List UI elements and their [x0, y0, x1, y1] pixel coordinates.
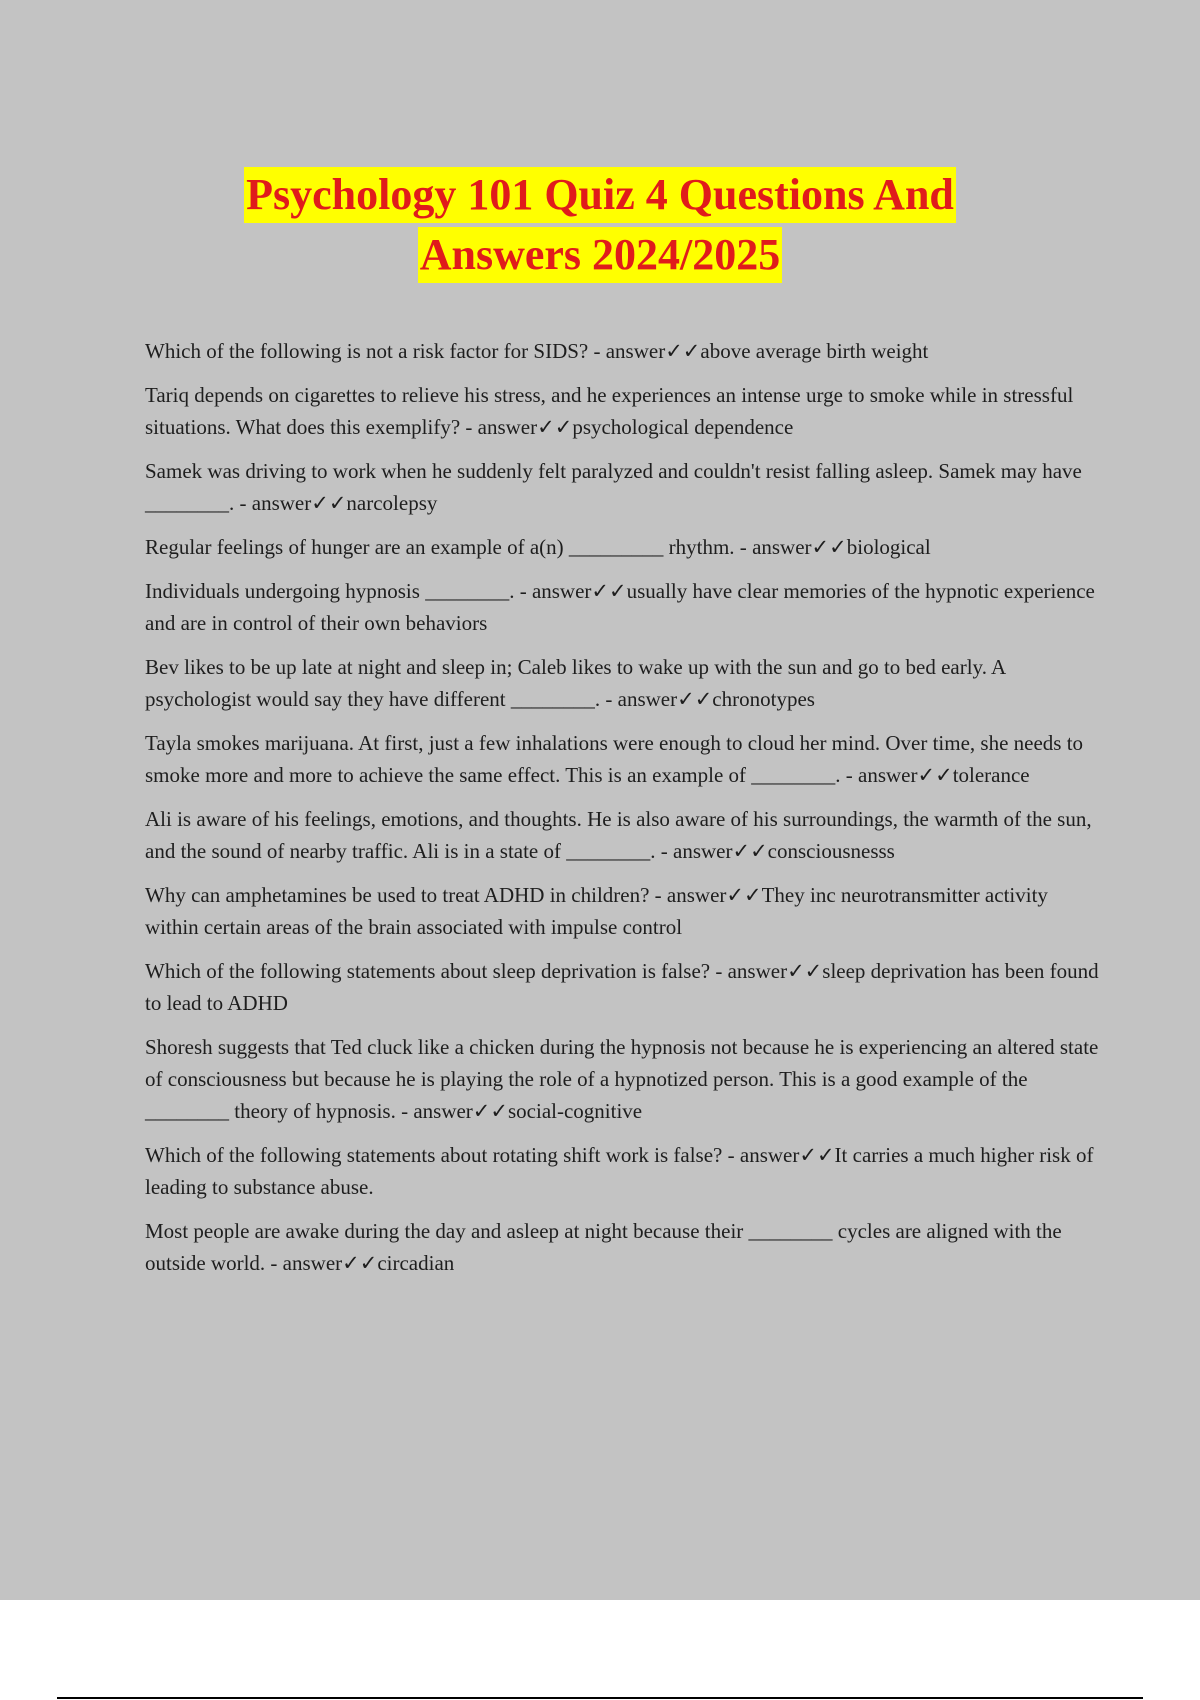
title-line-1: Psychology 101 Quiz 4 Questions And [244, 167, 956, 223]
answer-label: answer✓✓ [531, 579, 627, 603]
answer-text: chronotypes [712, 687, 815, 711]
answer-text: biological [846, 535, 931, 559]
question-text: Tariq depends on cigarettes to relieve his stress, and he experiences an intense urge to smoke while in stressful situations. What does this exemplify? - [145, 383, 1074, 439]
answer-text: It carries a much higher risk of leading to substance abuse. [145, 1143, 1094, 1199]
answer-text: sleep deprivation has been found to lead to ADHD [145, 959, 1099, 1015]
answer-text: above average birth weight [700, 339, 929, 363]
qa-item [145, 955, 1105, 1019]
question-text: Shoresh suggests that Ted cluck like a chicken during the hypnosis not because he is experiencing an altered state of consciousness but because he is playing the role of a hypnotized person. This is a good example of the ________ theory of hypnosis. - [145, 1035, 1099, 1123]
question-text: Which of the following statements about rotating shift work is false? - [145, 1143, 740, 1167]
answer-label: answer✓✓ [666, 883, 762, 907]
answer-label: answer✓✓ [752, 535, 847, 559]
qa-item [145, 727, 1105, 791]
question-text: Why can amphetamines be used to treat ADHD in children? - [145, 883, 667, 907]
qa-item [145, 1139, 1105, 1203]
question-text: Individuals undergoing hypnosis ________. - [145, 579, 532, 603]
question-text: Regular feelings of hunger are an example of a(n) _________ rhythm. - [145, 535, 753, 559]
answer-label: answer✓✓ [477, 415, 573, 439]
question-text: Ali is aware of his feelings, emotions, and thoughts. He is also aware of his surroundings, the warmth of the sun, and the sound of nearby traffic. Ali is in a state of ________. - [145, 807, 1092, 863]
question-text: Bev likes to be up late at night and sleep in; Caleb likes to wake up with the sun and go to bed early. A psychologist would say they have different ________. - [145, 655, 1006, 711]
question-text: Which of the following statements about sleep deprivation is false? - [145, 959, 728, 983]
answer-text: narcolepsy [346, 491, 438, 515]
question-text: Tayla smokes marijuana. At first, just a few inhalations were enough to cloud her mind. Over time, she needs to smoke more and more to achieve the same effect. This is an example of ________. - [145, 731, 1084, 787]
qa-item [145, 335, 1105, 367]
answer-label: answer✓✓ [251, 491, 347, 515]
qa-item [145, 803, 1105, 867]
qa-list [145, 335, 1105, 1291]
answer-label: answer✓✓ [727, 959, 823, 983]
answer-text: circadian [377, 1251, 455, 1275]
qa-item [145, 651, 1105, 715]
qa-item [145, 1031, 1105, 1127]
qa-item [145, 879, 1105, 943]
qa-item [145, 1215, 1105, 1279]
answer-text: usually have clear memories of the hypnotic experience and are in control of their own behaviors [145, 579, 1095, 635]
question-text: Samek was driving to work when he suddenly felt paralyzed and couldn't resist falling asleep. Samek may have ________. - [145, 459, 1082, 515]
footer-divider [57, 1697, 1143, 1699]
answer-text: social-cognitive [508, 1099, 643, 1123]
answer-label: answer✓✓ [413, 1099, 508, 1123]
title-line-2: Answers 2024/2025 [418, 227, 783, 283]
document-title [0, 165, 1200, 285]
answer-text: They inc neurotransmitter activity within certain areas of the brain associated with impulse control [145, 883, 1048, 939]
answer-text: psychological dependence [572, 415, 794, 439]
answer-label: answer✓✓ [605, 339, 701, 363]
qa-item [145, 575, 1105, 639]
qa-item [145, 379, 1105, 443]
question-text: Which of the following is not a risk factor for SIDS? - [145, 339, 606, 363]
answer-label: answer✓✓ [739, 1143, 835, 1167]
question-text: Most people are awake during the day and asleep at night because their ________ cycles are aligned with the outside world. - [145, 1219, 1062, 1275]
answer-label: answer✓✓ [617, 687, 713, 711]
answer-text: tolerance [952, 763, 1030, 787]
answer-text: consciousnesss [767, 839, 895, 863]
qa-item [145, 531, 1105, 563]
answer-label: answer✓✓ [282, 1251, 378, 1275]
answer-label: answer✓✓ [858, 763, 953, 787]
qa-item [145, 455, 1105, 519]
answer-label: answer✓✓ [673, 839, 768, 863]
